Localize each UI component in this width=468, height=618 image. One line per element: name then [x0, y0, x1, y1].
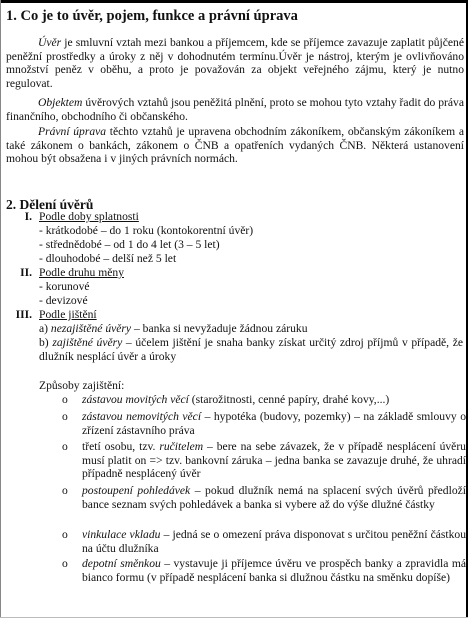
top-border [0, 0, 468, 3]
group3-heading: Podle jištění [39, 308, 97, 321]
section1-title: 1. Co je to úvěr, pojem, funkce a právní úprava [6, 8, 298, 24]
group1-numeral: I. [24, 210, 32, 223]
term-zajistene: zajištěné úvěry [52, 336, 123, 349]
term-depotni-smenka: depotní směnkou [82, 557, 161, 570]
group3-a-text: – banka si nevyžaduje žádnou záruku [131, 322, 308, 335]
left-border [0, 0, 1, 618]
group1-item-3: - dlouhodobé – delší než 5 let [39, 252, 177, 265]
paragraph-uver [6, 36, 464, 90]
term-postoupeni: postoupení pohledávek [82, 484, 191, 497]
bullet-6: o [62, 557, 68, 570]
group1-heading: Podle doby splatnosti [39, 210, 139, 223]
group2-item-2: - devizové [39, 294, 88, 307]
paragraph-objekt-text: úvěrových vztahů jsou peněžitá plnění, proto se mohou tyto vztahy řadit do práva finančního, obchodního či občanského. [6, 96, 464, 123]
group1-item-1: - krátkodobé – do 1 roku (kontokorentní úvěr) [39, 224, 254, 237]
term-objekt: Objektem [38, 96, 83, 109]
group3-item-a [39, 322, 308, 336]
method-3 [82, 440, 466, 481]
term-rucitel: ručitelem [159, 440, 204, 453]
bullet-5: o [62, 528, 68, 541]
method-6 [82, 557, 466, 584]
bullet-4: o [62, 484, 68, 497]
bullet-3: o [62, 440, 68, 453]
term-nezajistene: nezajištěné úvěry [50, 322, 132, 335]
method-3-pre: třetí osobu, tzv. [82, 440, 160, 453]
term-movite-veci: zástavou movitých věcí [82, 393, 189, 406]
group2-item-1: - korunové [39, 280, 90, 293]
methods-heading: Způsoby zajištění: [39, 379, 125, 392]
group3-a-prefix: a) [39, 322, 51, 335]
group3-b-text: – účelem jištění je snaha banky získat určitý zdroj příjmů v případě, že dlužník nesplácí úvěr a úroky [39, 336, 463, 363]
method-2 [82, 410, 466, 437]
paragraph-pravni-uprava [6, 125, 464, 166]
group3-b-prefix: b) [39, 336, 53, 349]
method-5 [82, 528, 466, 555]
method-6-text: – vystavuje ji příjemce úvěru ve prospěch banky a zpravidla má bianco formu (v případě nesplácení banka si dlužnou částku na směnku dopíše) [82, 557, 466, 584]
bullet-1: o [62, 393, 68, 406]
group3-item-b [39, 336, 463, 363]
method-1-text: (starožitnosti, cenné papíry, drahé kovy,...) [188, 393, 390, 406]
paragraph-objekt [6, 96, 464, 123]
term-pravni-uprava: Právní úprava [38, 125, 107, 138]
group3-numeral: III. [15, 308, 32, 321]
term-vinkulace: vinkulace vkladu [82, 528, 161, 541]
method-4 [82, 484, 466, 511]
paragraph-pravni-uprava-text: těchto vztahů je upravena obchodním zákoníkem, občanským zákoníkem a také zákonem o bankách, zákonem o ČNB a opatřeních vydaných ČNB. Některá ustanovení mohou být obsažena i v jiných právních normách. [6, 125, 464, 165]
bullet-2: o [62, 410, 68, 423]
method-5-text: – jedná se o omezení práva disponovat s určitou peněžní částkou na účtu dlužníka [82, 528, 466, 555]
section2-title: 2. Dělení úvěrů [6, 197, 94, 212]
paragraph-uver-text: je smluvní vztah mezi bankou a příjemcem, kde se příjemce zavazuje zaplatit půjčené peněžní prostředky a úroky z něj v dohodnutém termínu.Úvěr je nástroj, kterým je ovlivňováno množství peněz v oběhu, a proto je považován za objekt veřejného zájmu, který je nutno regulovat. [6, 36, 464, 90]
term-uver: Úvěr [38, 36, 62, 49]
group2-numeral: II. [20, 266, 32, 279]
group2-heading: Podle druhu měny [39, 266, 125, 279]
method-1 [82, 393, 466, 407]
method-3-text: – bere na sebe závazek, že v případě nesplácení úvěru musí platit on => tzv. bankovní záruka – jedna banka se zavazuje druhé, že uhradí případně nesplácený úvěr [82, 440, 466, 480]
term-nemovite-veci: zástavou nemovitých věcí [82, 410, 202, 423]
method-2-text: – hypotéka (budovy, pozemky) – na základě smlouvy o zřízení zástavního práva [82, 410, 466, 437]
group1-item-2: - střednědobé – od 1 do 4 let (3 – 5 let) [39, 238, 220, 251]
method-4-text: – pokud dlužník nemá na splacení svých úvěrů předloží bance seznam svých pohledávek a banka si vybere až do výše dlužné částky [82, 484, 466, 511]
